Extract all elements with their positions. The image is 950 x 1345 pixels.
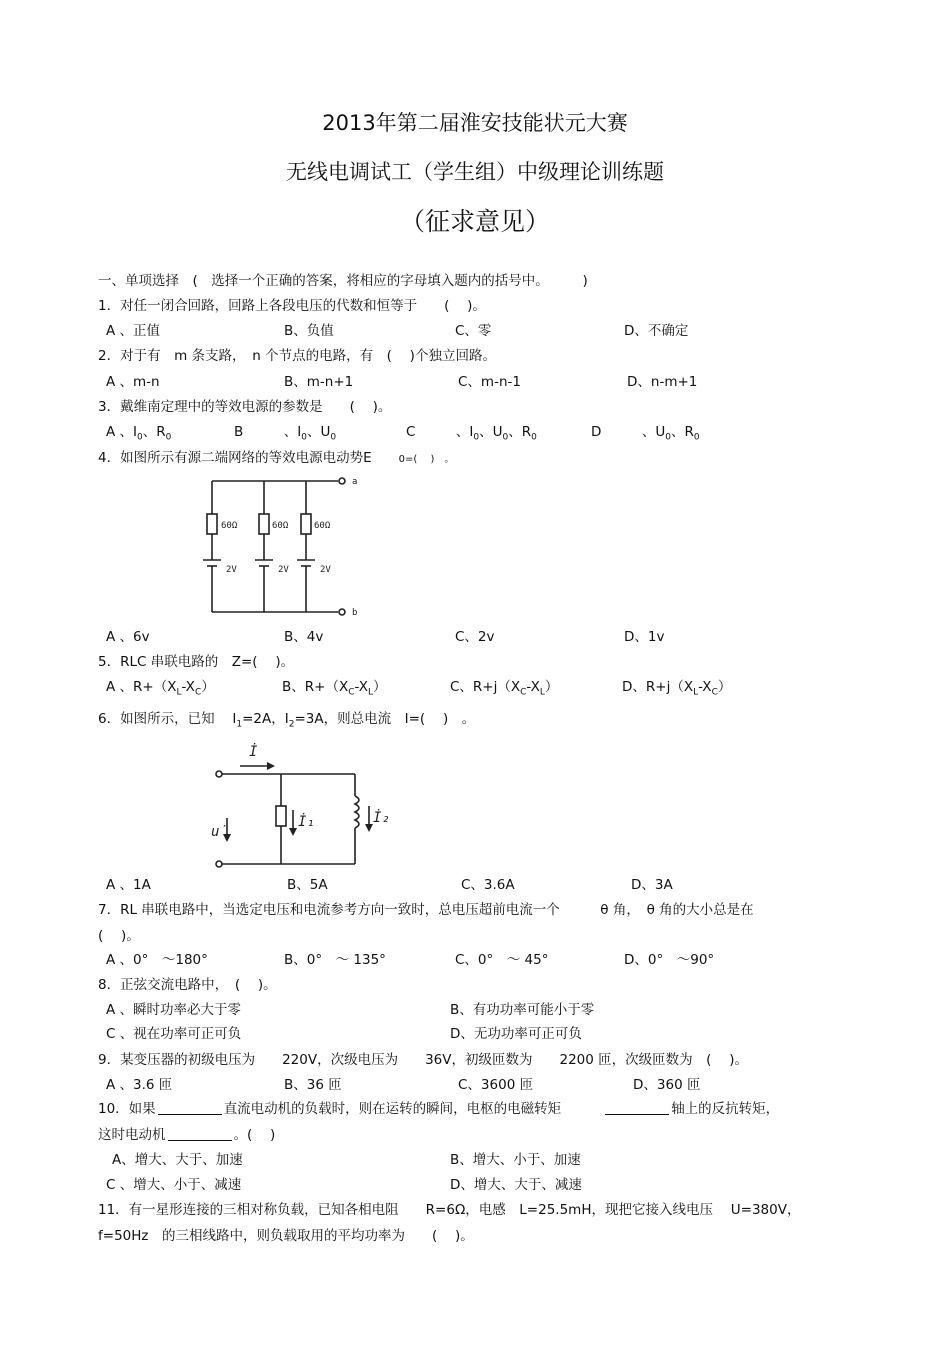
current-i2-label: İ₂ (373, 810, 390, 826)
q7-option-c: C、0° ～ 45° (455, 952, 549, 968)
q9-option-a: A 、3.6 匝 (106, 1077, 173, 1093)
q3-option-c: C 、$I_0$、$U_0$、$R_0$ (406, 424, 537, 443)
current-i-label: İ (249, 744, 258, 760)
q9-option-b: B、36 匝 (284, 1077, 342, 1093)
voltage-u-label: u̇ (211, 824, 228, 840)
q10-option-a: A、增大、大于、加速 (112, 1152, 243, 1168)
q5-option-d: D、$R+j(X_L-X_C)$ (622, 679, 732, 698)
q4-option-b: B、4v (284, 629, 324, 645)
resistor-3-label: 60Ω (314, 521, 331, 531)
q6-stem: 6．如图所示，已知 $I_1=2A$，$I_2=3A$，则总电流 I=( ) 。 (98, 711, 476, 730)
q2-option-d: D、n-m+1 (627, 374, 698, 390)
q6-option-d: D、3A (631, 877, 673, 893)
q10-option-b: B、增大、小于、加速 (450, 1152, 581, 1168)
q2-option-b: B、m-n+1 (284, 374, 354, 390)
resistor-1-label: 60Ω (221, 521, 238, 531)
title-line-2: 无线电调试工（学生组）中级理论训练题 (286, 160, 664, 184)
q8-option-b: B、有功功率可能小于零 (450, 1002, 595, 1018)
node-a-label: a (352, 477, 358, 487)
q2-option-a: A 、m-n (106, 374, 160, 390)
resistor-2-label: 60Ω (272, 521, 289, 531)
q1-option-b: B、负值 (284, 323, 334, 339)
q6-option-a: A 、1A (106, 877, 151, 893)
q7-stem: 7．RL 串联电路中，当选定电压和电流参考方向一致时，总电压超前电流一个 θ 角， θ 角的大小总是在 (98, 902, 754, 918)
q8-option-d: D、无功功率可正可负 (450, 1026, 582, 1042)
battery-1-label: 2V (226, 565, 237, 575)
title-line-1: 2013年第二届淮安技能状元大赛 (322, 111, 628, 135)
q2-stem: 2．对于有 m 条支路， n 个节点的电路，有 ( )个独立回路。 (98, 348, 496, 364)
q10-option-c: C 、增大、小于、减速 (106, 1177, 242, 1193)
q10-stem-cont: 这时电动机 。( ) (98, 1127, 276, 1143)
q11-stem-cont: f=50Hz 的三相线路中，则负载取用的平均功率为 ( )。 (98, 1228, 474, 1244)
q3-option-a: A 、$I_0$、$R_0$ (106, 424, 172, 443)
current-i1-label: İ₁ (298, 814, 315, 830)
q4-option-c: C、2v (455, 629, 495, 645)
node-b-label: b (352, 608, 358, 618)
q2-option-c: C、m-n-1 (458, 374, 521, 390)
q8-stem: 8．正弦交流电路中， ( )。 (98, 977, 277, 993)
q1-stem: 1．对任一闭合回路，回路上各段电压的代数和恒等于 ( )。 (98, 298, 486, 314)
q4-circuit-figure (195, 472, 375, 622)
q3-option-d: D 、$U_0$、$R_0$ (591, 424, 700, 443)
q7-option-d: D、0° ～90° (624, 952, 715, 968)
q1-option-a: A 、正值 (106, 323, 161, 339)
q4-stem: 4．如图所示有源二端网络的等效电源电动势E 0=( ) 。 (98, 450, 455, 466)
q8-option-a: A 、瞬时功率必大于零 (106, 1002, 242, 1018)
q3-stem: 3．戴维南定理中的等效电源的参数是 ( )。 (98, 399, 392, 415)
q9-option-d: D、360 匝 (633, 1077, 701, 1093)
q4-option-a: A 、6v (106, 629, 150, 645)
q4-option-d: D、1v (624, 629, 665, 645)
q10-option-d: D、增大、大于、减速 (450, 1177, 582, 1193)
q10-stem: 10．如果 直流电动机的负载时，则在运转的瞬间，电枢的电磁转矩 轴上的反抗转矩， (98, 1101, 780, 1117)
q11-stem: 11．有一星形连接的三相对称负载，已知各相电阻 R=6Ω，电感 L=25.5mH，现把它接入线电压 U=380V， (98, 1202, 801, 1218)
section-heading: 一、单项选择 ( 选择一个正确的答案，将相应的字母填入题内的括号中。 ) (98, 273, 588, 289)
q1-option-d: D、不确定 (624, 323, 689, 339)
title-line-3: （征求意见） (399, 207, 550, 236)
q1-option-c: C、零 (455, 323, 492, 339)
q7-option-b: B、0° ～ 135° (284, 952, 386, 968)
q6-circuit-figure (205, 738, 390, 873)
q5-option-c: C、$R+j(X_C-X_L)$ (450, 679, 559, 698)
q5-option-b: B、$R+(X_C-X_L)$ (282, 679, 387, 698)
q6-option-b: B、5A (287, 877, 328, 893)
q9-option-c: C、3600 匝 (458, 1077, 534, 1093)
q8-option-c: C 、视在功率可正可负 (106, 1026, 242, 1042)
battery-2-label: 2V (278, 565, 289, 575)
q6-option-c: C、3.6A (461, 877, 515, 893)
q5-option-a: A 、$R+(X_L-X_C)$ (106, 679, 215, 698)
q9-stem: 9．某变压器的初级电压为 220V，次级电压为 36V，初级匝数为 2200 匝，次级匝数为 ( )。 (98, 1052, 748, 1068)
q7-option-a: A 、0° ～180° (106, 952, 208, 968)
q3-option-b: B 、$I_0$、$U_0$ (234, 424, 337, 443)
battery-3-label: 2V (320, 565, 331, 575)
q7-stem-cont: ( )。 (98, 928, 140, 944)
q5-stem: 5．RLC 串联电路的 Z=( )。 (98, 654, 295, 670)
